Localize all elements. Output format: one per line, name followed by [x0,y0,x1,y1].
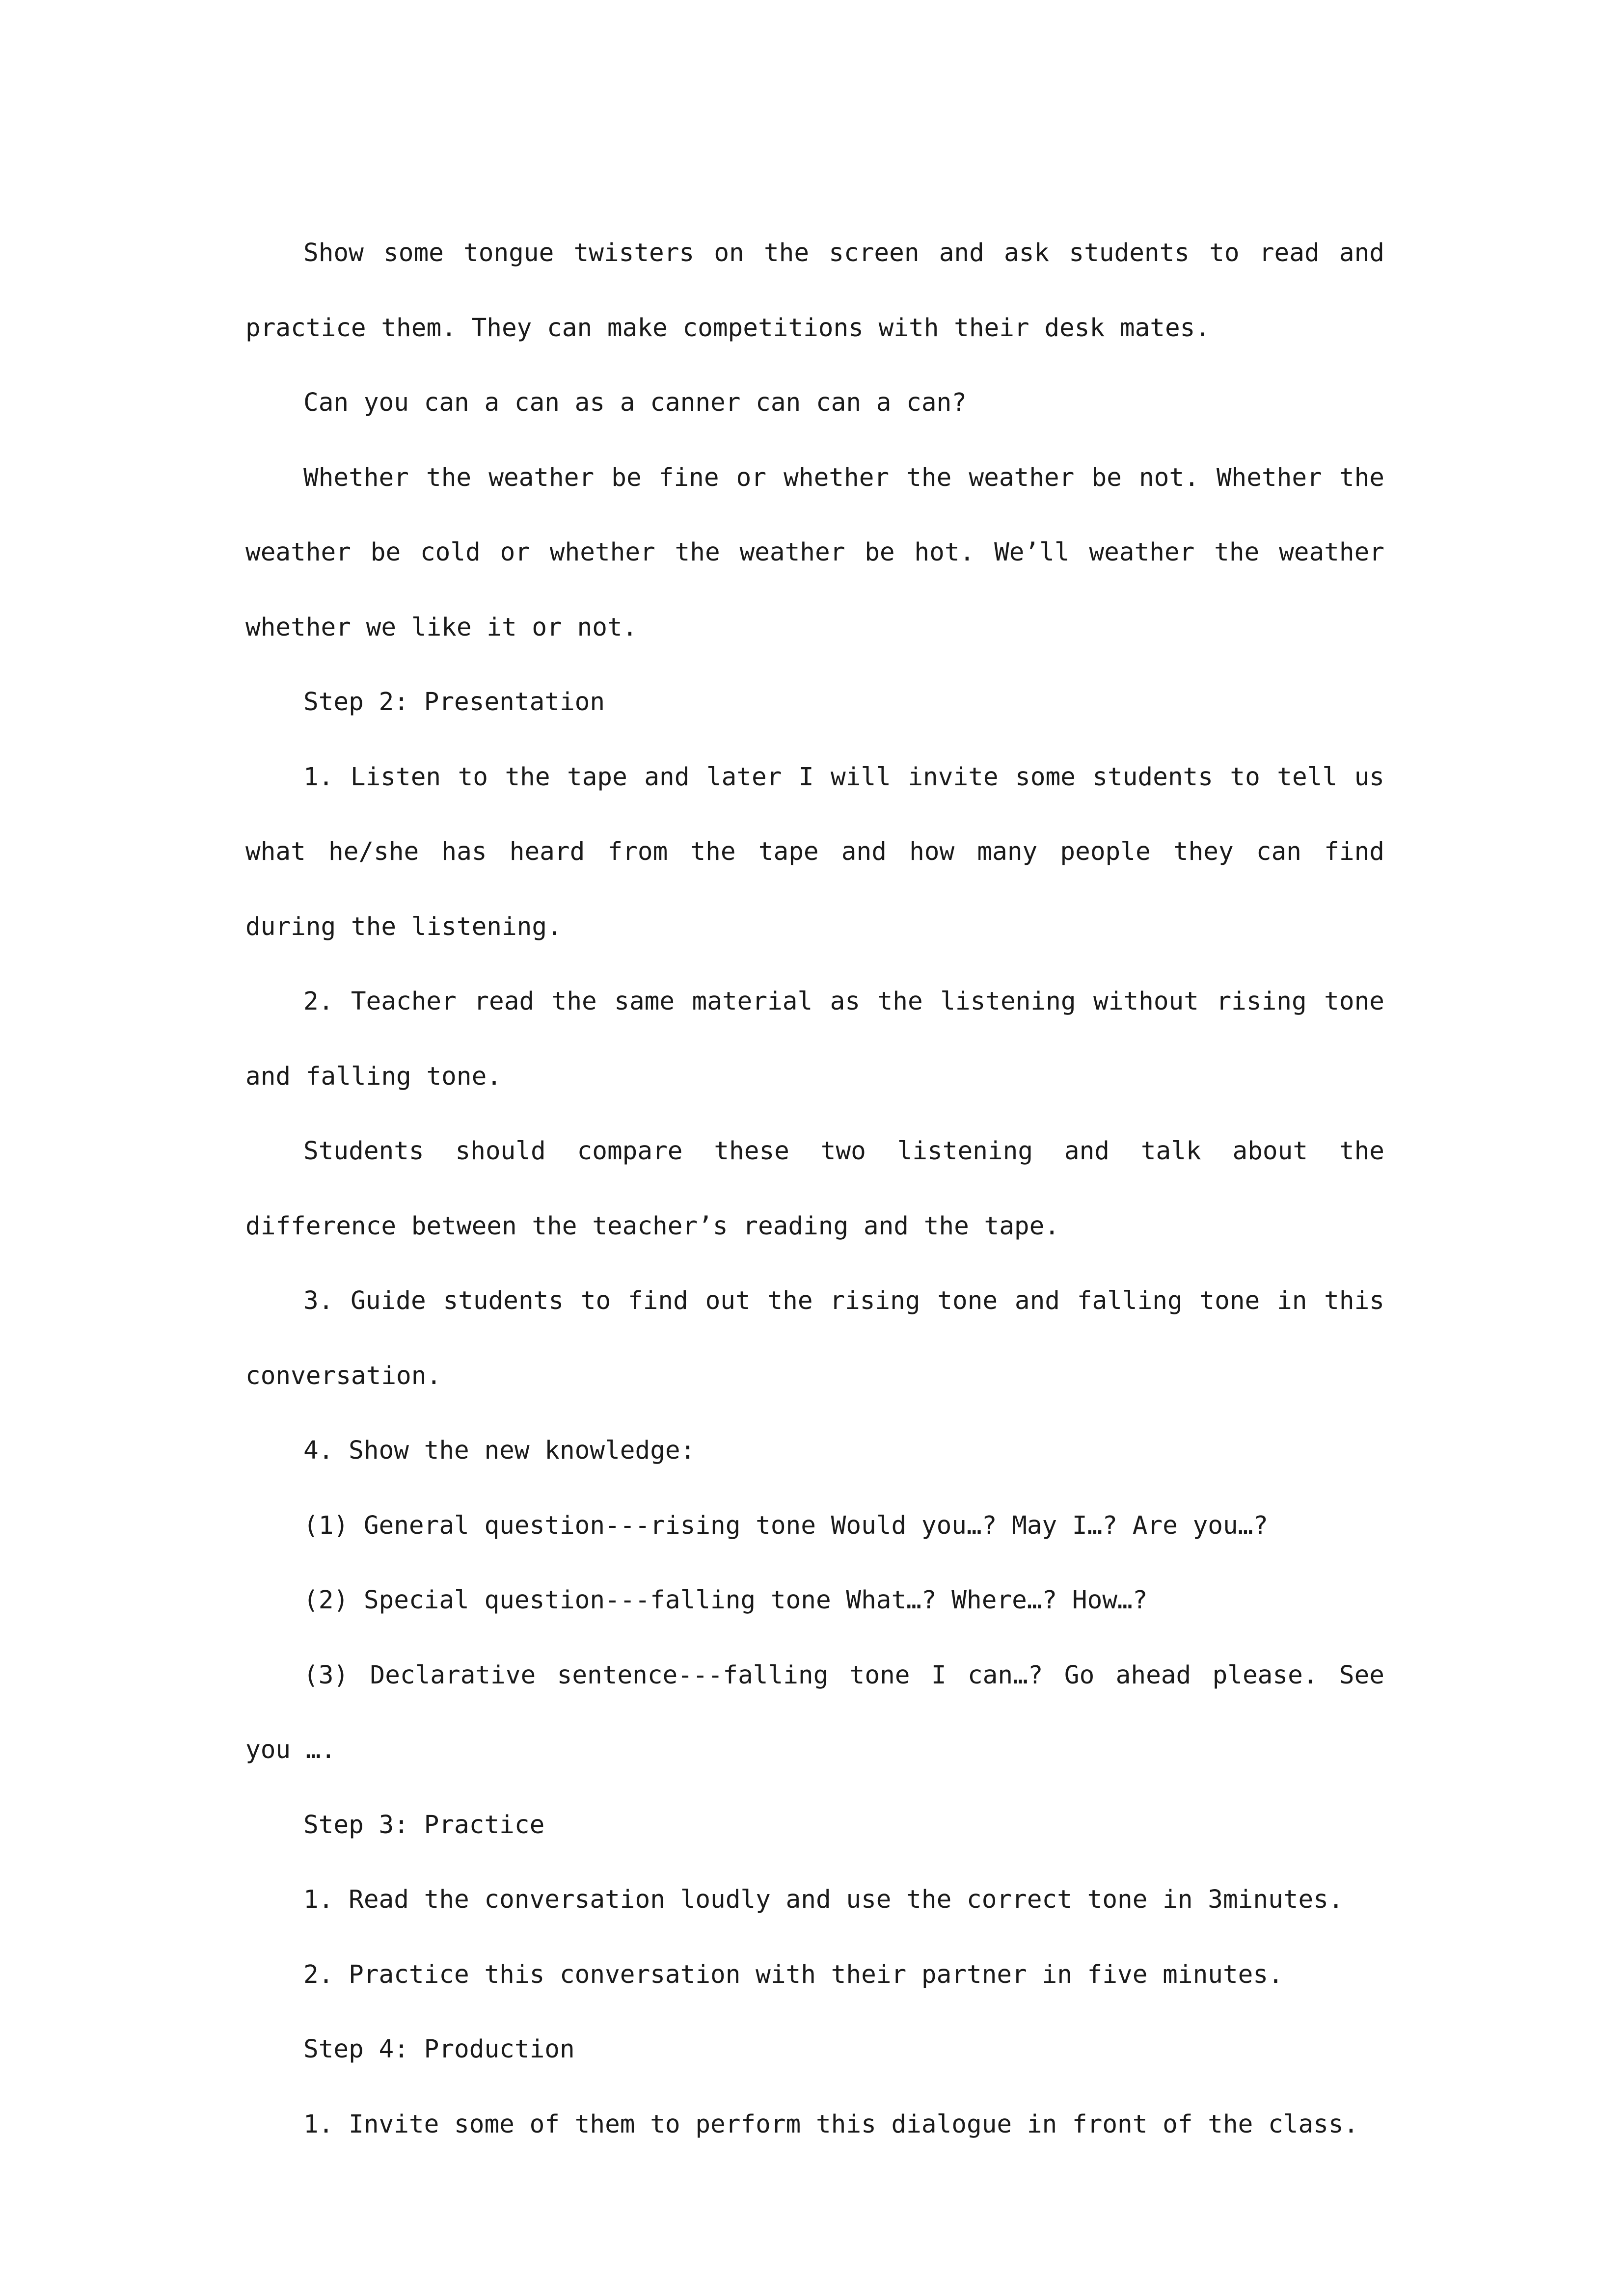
production-item-1: 1. Invite some of them to perform this dialogue in front of the class. [303,2109,1359,2139]
presentation-item-4: 4. Show the new knowledge: [303,1436,696,1465]
presentation-item-3: 3. Guide students to find out the rising tone and falling tone in this conversation. [245,1286,1384,1390]
practice-item-1: 1. Read the conversation loudly and use the correct tone in 3minutes. [303,1885,1344,1914]
step-4-heading: Step 4: Production [303,2035,575,2064]
presentation-comparison: Students should compare these two listening and talk about the difference between the teacher’s reading and the tape. [245,1137,1384,1241]
knowledge-declarative-sentence: (3) Declarative sentence---falling tone I can…? Go ahead please. See you …. [245,1660,1384,1764]
practice-item-2: 2. Practice this conversation with their partner in five minutes. [303,1960,1283,1989]
presentation-item-2: 2. Teacher read the same material as the listening without rising tone and falling tone. [245,987,1384,1091]
tongue-twister-2: Whether the weather be fine or whether the weather be not. Whether the weather be cold or whether the weather be hot. We’ll weather the weather whether we like it or not. [245,463,1384,642]
tongue-twister-instruction: Show some tongue twisters on the screen and ask students to read and practice them. They can make competitions with their desk mates. [245,239,1384,343]
step-3-heading: Step 3: Practice [303,1810,545,1840]
presentation-item-1: 1. Listen to the tape and later I will invite some students to tell us what he/she has heard from the tape and how many people they can find during the listening. [245,762,1384,941]
step-2-heading: Step 2: Presentation [303,688,605,717]
knowledge-special-question: (2) Special question---falling tone What…? Where…? How…? [303,1586,1148,1615]
tongue-twister-1: Can you can a can as a canner can can a can? [303,388,967,417]
document-body [245,216,1384,2162]
knowledge-general-question: (1) General question---rising tone Would you…? May I…? Are you…? [303,1511,1269,1540]
